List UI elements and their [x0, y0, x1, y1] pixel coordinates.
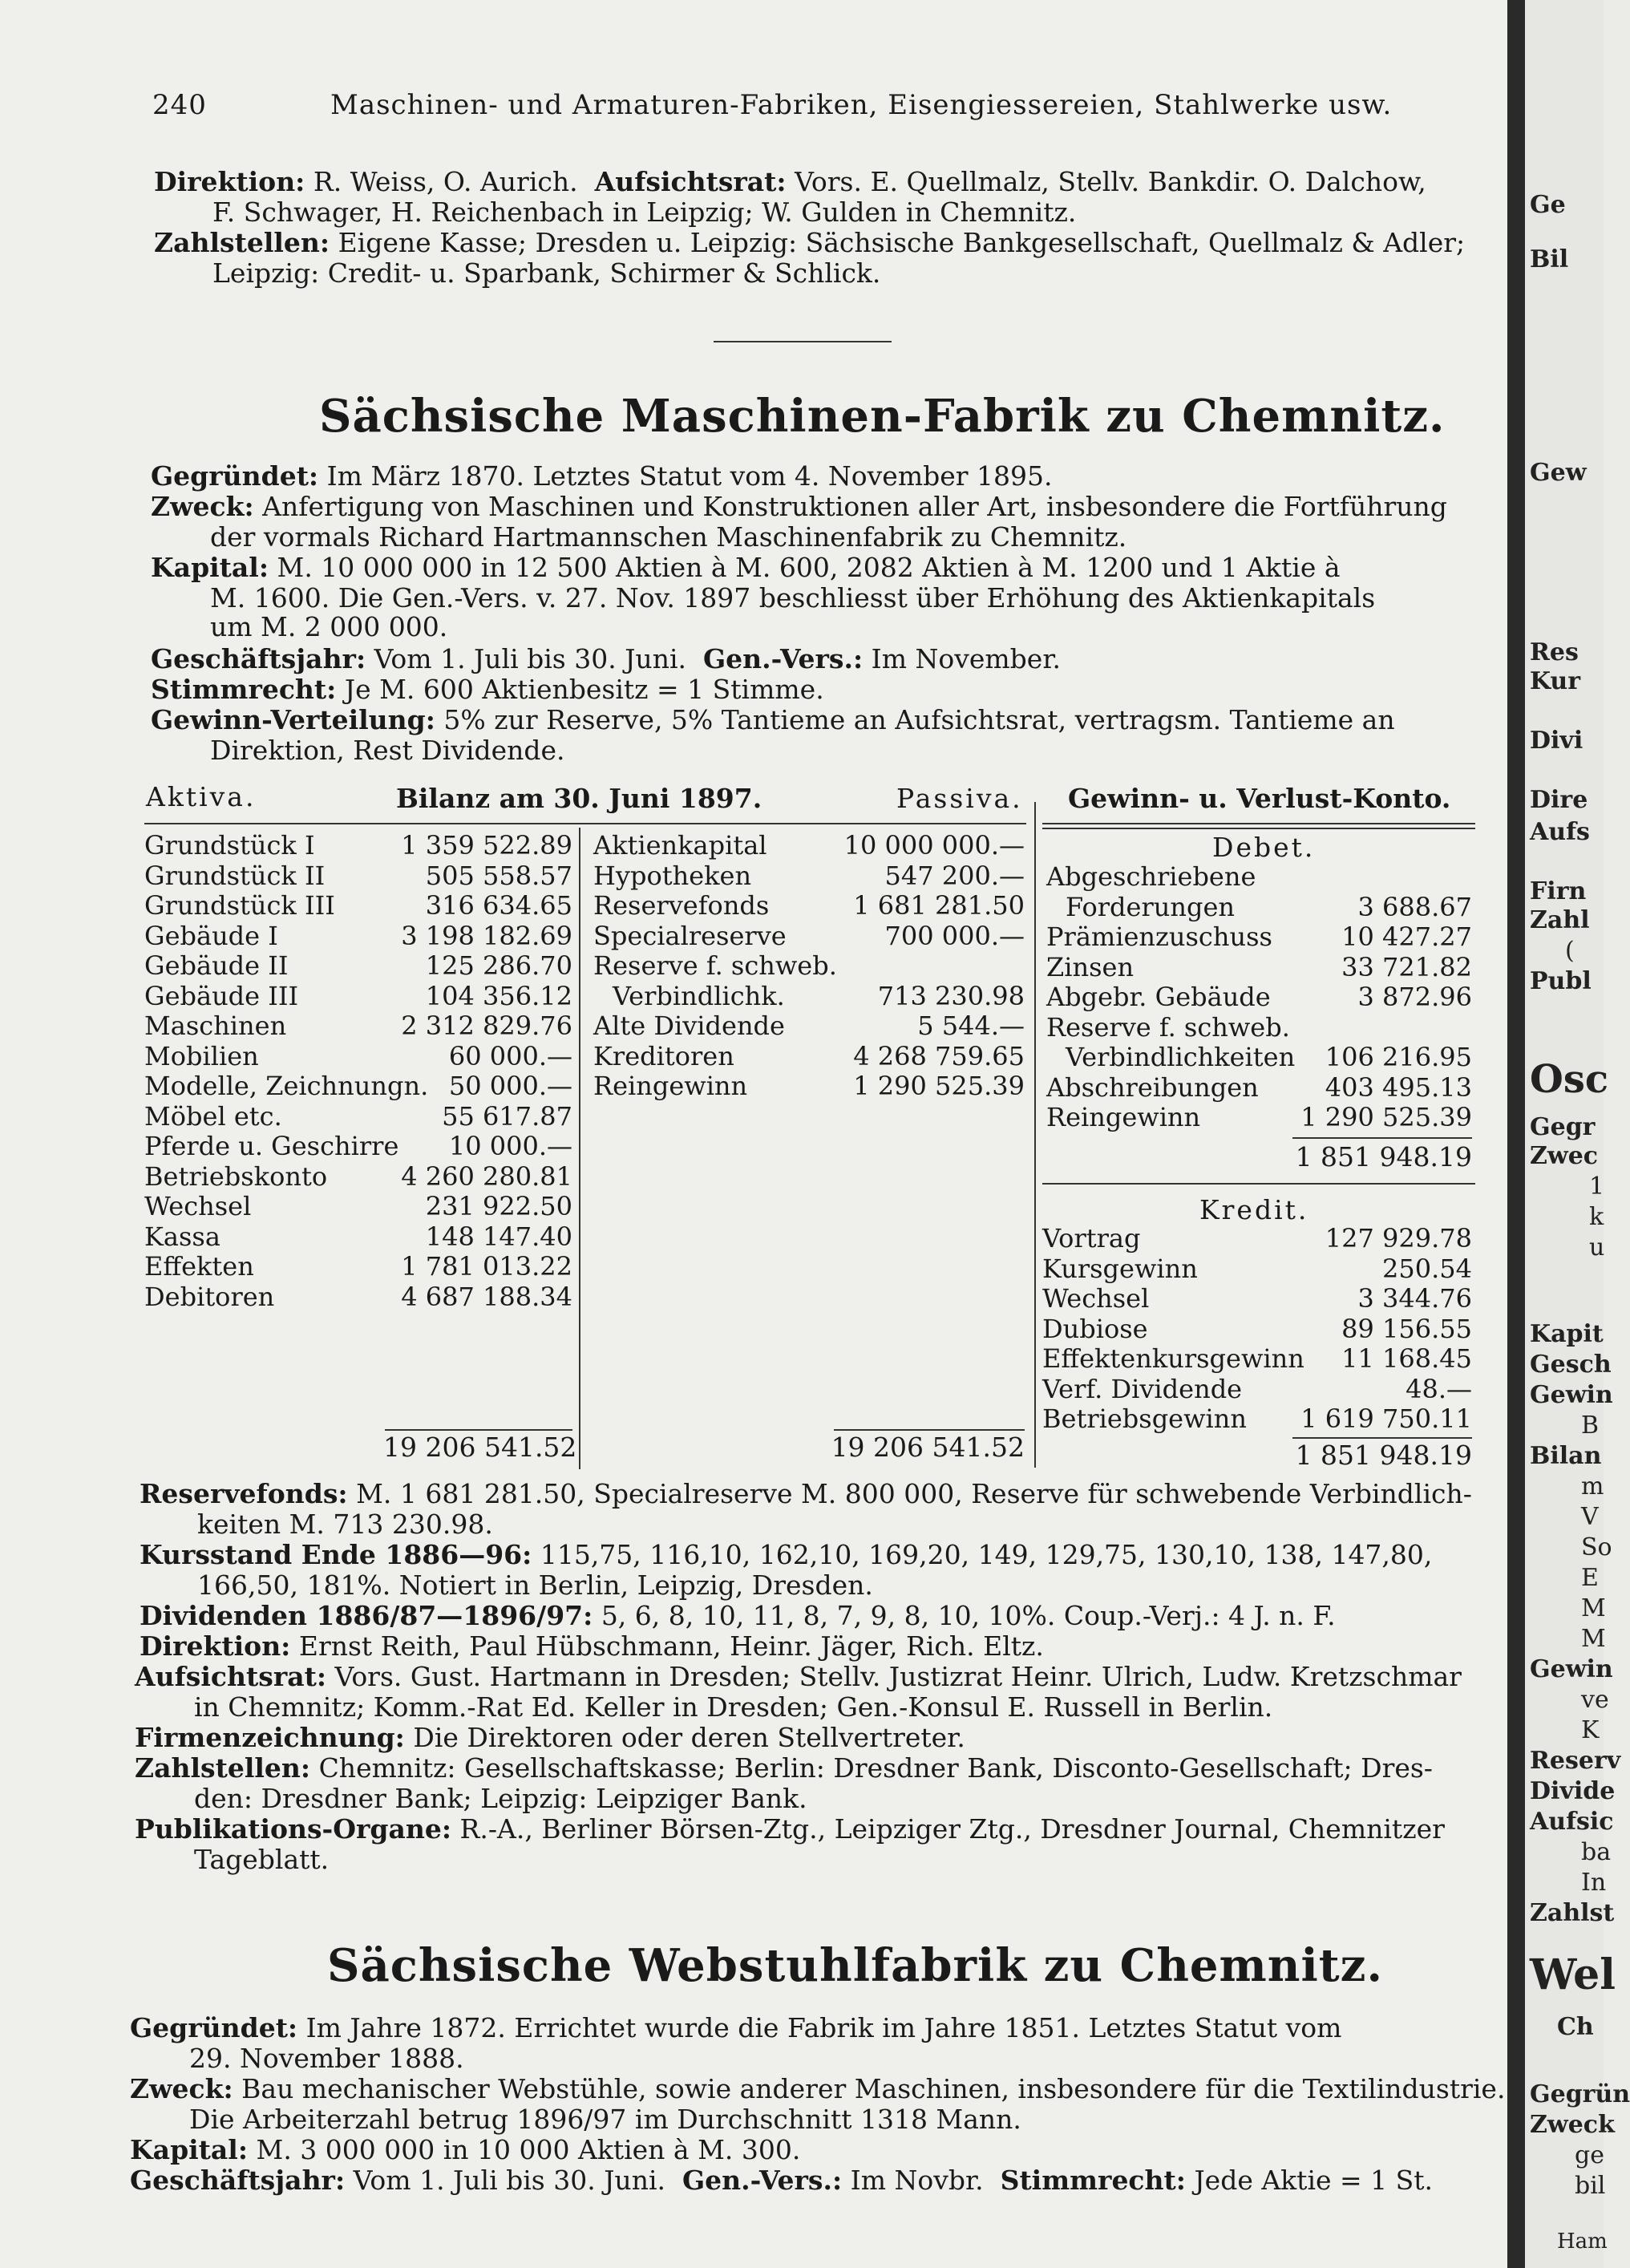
kredit-item: Wechsel	[1042, 1283, 1150, 1314]
aktiva-value: 104 356.12	[425, 980, 572, 1011]
c1-label-kapital: Kapital:	[151, 552, 269, 583]
adjacent-fragment: Divi	[1530, 727, 1583, 755]
debet-value: 3 688.67	[1357, 891, 1472, 922]
kredit-item: Vortrag	[1042, 1223, 1141, 1253]
kredit-values-column	[1283, 1224, 1472, 1435]
adjacent-fragment: M	[1581, 1625, 1606, 1653]
passiva-item: Alte Dividende	[593, 1010, 785, 1041]
adjacent-fragment: In	[1581, 1869, 1607, 1897]
c2-text-stimmrecht: Jede Aktie = 1 St.	[1194, 2165, 1434, 2196]
aktiva-value: 231 922.50	[425, 1191, 572, 1221]
debet-item: Prämienzuschuss	[1046, 921, 1272, 952]
aktiva-value: 148 147.40	[425, 1221, 572, 1252]
adjacent-fragment: Bilan	[1530, 1442, 1602, 1470]
adjacent-fragment: Aufs	[1530, 818, 1590, 846]
passiva-value: 10 000 000.—	[843, 830, 1025, 861]
c1-label-publikation: Publikations-Organe:	[135, 1813, 452, 1845]
debet-item: Abgebr. Gebäude	[1046, 982, 1271, 1012]
c1-label-reservefonds: Reservefonds:	[140, 1478, 348, 1509]
debet-value: 3 872.96	[1357, 982, 1472, 1012]
aktiva-value: 50 000.—	[448, 1071, 572, 1101]
adjacent-page-edge	[1525, 0, 1630, 2268]
c1-text-gegruendet: Im März 1870. Letztes Statut vom 4. November 1895.	[326, 460, 1053, 492]
kredit-item: Effektenkursgewinn	[1042, 1343, 1304, 1374]
c2-text-kapital: M. 3 000 000 in 10 000 Aktien à M. 300.	[256, 2134, 801, 2165]
c1-text-stimmrecht: Je M. 600 Aktienbesitz = 1 Stimme.	[344, 674, 824, 705]
aktiva-item: Kassa	[144, 1221, 220, 1252]
aktiva-value: 2 312 829.76	[401, 1010, 572, 1041]
c1-text-gewinn-cont: Direktion, Rest Dividende.	[210, 735, 565, 766]
aktiva-item: Möbel etc.	[144, 1100, 282, 1132]
adjacent-fragment: K	[1581, 1716, 1600, 1744]
kredit-value: 1 619 750.11	[1300, 1403, 1472, 1434]
text-zahlstellen-cont: Leipzig: Credit- u. Sparbank, Schirmer & Schlick.	[212, 257, 881, 289]
adjacent-fragment: ba	[1581, 1838, 1612, 1866]
bilanz-aktiva-label: Aktiva.	[146, 781, 257, 812]
passiva-total-rule	[834, 1429, 1025, 1431]
passiva-values-column	[831, 831, 1025, 1102]
passiva-value: 1 290 525.39	[853, 1071, 1025, 1101]
passiva-items-column	[593, 831, 858, 1102]
aktiva-value: 4 260 280.81	[401, 1160, 572, 1192]
adjacent-fragment: Firn	[1530, 877, 1587, 905]
c1-text-aufsichtsrat-cont: in Chemnitz; Komm.-Rat Ed. Keller in Dresden; Gen.-Konsul E. Russell in Berlin.	[194, 1691, 1273, 1723]
c2-text-genvers: Im Novbr.	[850, 2165, 984, 2196]
adjacent-fragment: Gesch	[1530, 1351, 1612, 1379]
c1-text-publikation: R.-A., Berliner Börsen-Ztg., Leipziger Ztg., Dresdner Journal, Chemnitzer	[459, 1813, 1445, 1845]
aktiva-item: Grundstück I	[144, 830, 315, 861]
c1-label-zahlstellen: Zahlstellen:	[135, 1752, 311, 1784]
c1-text-kapital-cont1: M. 1600. Die Gen.-Vers. v. 27. Nov. 1897 beschliesst über Erhöhung des Aktienkapitals	[210, 582, 1376, 614]
passiva-value: 713 230.98	[877, 980, 1025, 1011]
c1-text-kursstand: 115,75, 116,10, 162,10, 169,20, 149, 129,75, 130,10, 138, 147,80,	[540, 1539, 1433, 1570]
c1-text-genvers: Im November.	[871, 643, 1061, 674]
kredit-value: 3 344.76	[1357, 1283, 1472, 1314]
passiva-item: Specialreserve	[593, 920, 787, 951]
passiva-value: 547 200.—	[884, 860, 1025, 891]
aktiva-item: Gebäude I	[144, 920, 278, 951]
adjacent-fragment: Dire	[1530, 786, 1588, 814]
adjacent-fragment: Gew	[1530, 459, 1587, 487]
aktiva-value: 125 286.70	[425, 950, 572, 981]
adjacent-fragment: M	[1581, 1594, 1606, 1622]
aktiva-item: Pferde u. Geschirre	[144, 1131, 399, 1161]
adjacent-fragment: Gewin	[1530, 1655, 1613, 1683]
aktiva-item: Effekten	[144, 1251, 254, 1282]
adjacent-fragment: ge	[1575, 2141, 1604, 2169]
adjacent-fragment: Reserv	[1530, 1747, 1621, 1775]
kredit-total: 1 851 948.19	[1295, 1440, 1472, 1471]
adjacent-fragment: Gegr	[1530, 1113, 1596, 1141]
debet-value: 33 721.82	[1341, 951, 1472, 982]
guv-kredit-label: Kredit.	[1199, 1194, 1309, 1225]
adjacent-fragment: u	[1589, 1233, 1605, 1262]
passiva-value	[831, 951, 1025, 982]
adjacent-fragment: (	[1565, 937, 1575, 965]
adjacent-fragment: Ch	[1557, 2013, 1594, 2041]
debet-values-column	[1283, 862, 1472, 1133]
debet-item: Abschreibungen	[1046, 1071, 1259, 1103]
adjacent-fragment: Zwec	[1530, 1142, 1599, 1170]
guv-rule-top	[1042, 823, 1475, 824]
debet-item: Abgeschriebene	[1046, 861, 1256, 892]
aktiva-item: Maschinen	[144, 1010, 287, 1041]
adjacent-fragment: Zahlst	[1530, 1899, 1615, 1927]
aktiva-item: Mobilien	[144, 1040, 259, 1071]
c1-text-dividenden: 5, 6, 8, 10, 11, 8, 7, 9, 8, 10, 10%. Coup.-Verj.: 4 J. n. F.	[601, 1600, 1336, 1631]
c2-text-gegruendet-cont: 29. November 1888.	[189, 2043, 464, 2074]
passiva-item: Aktienkapital	[593, 830, 767, 861]
adjacent-fragment: k	[1589, 1203, 1604, 1231]
debet-value	[1283, 862, 1472, 893]
company1-title: Sächsische Maschinen-Fabrik zu Chemnitz.	[319, 390, 1446, 443]
label-aufsichtsrat: Aufsichtsrat:	[594, 166, 787, 197]
kredit-value: 250.54	[1382, 1253, 1472, 1284]
c2-text-gegruendet: Im Jahre 1872. Errichtet wurde die Fabrik im Jahre 1851. Letztes Statut vom	[305, 2012, 1342, 2043]
c1-label-firmenzeichnung: Firmenzeichnung:	[135, 1722, 405, 1753]
c1-text-zweck: Anfertigung von Maschinen und Konstruktionen aller Art, insbesondere die Fortführung	[262, 491, 1447, 522]
kredit-item: Betriebsgewinn	[1042, 1403, 1247, 1434]
adjacent-fragment: Ge	[1530, 191, 1566, 219]
company2-title: Sächsische Webstuhlfabrik zu Chemnitz.	[327, 1939, 1383, 1992]
c2-label-zweck: Zweck:	[130, 2073, 233, 2104]
debet-value: 403 495.13	[1325, 1071, 1472, 1103]
aktiva-value: 4 687 188.34	[401, 1281, 572, 1312]
kredit-value: 48.—	[1406, 1373, 1472, 1404]
aktiva-item: Grundstück III	[144, 890, 335, 921]
c1-label-geschaeftsjahr: Geschäftsjahr:	[151, 643, 366, 674]
c1-text-zahlstellen-cont: den: Dresdner Bank; Leipzig: Leipziger Bank.	[194, 1783, 807, 1814]
bilanz-title: Bilanz am 30. Juni 1897.	[396, 783, 762, 814]
debet-item: Zinsen	[1046, 951, 1135, 982]
aktiva-value: 60 000.—	[448, 1040, 572, 1071]
text-aufsichtsrat-cont: F. Schwager, H. Reichenbach in Leipzig; W. Gulden in Chemnitz.	[212, 196, 1077, 228]
passiva-item: Hypotheken	[593, 860, 752, 891]
c1-text-publikation-cont: Tageblatt.	[194, 1844, 330, 1875]
adjacent-fragment: So	[1581, 1533, 1612, 1561]
adjacent-fragment: Kur	[1530, 667, 1581, 695]
c2-label-gegruendet: Gegründet:	[130, 2012, 298, 2043]
c1-text-kursstand-cont: 166,50, 181%. Notiert in Berlin, Leipzig, Dresden.	[197, 1569, 873, 1601]
c1-label-kursstand: Kursstand Ende 1886—96:	[140, 1539, 532, 1570]
passiva-value: 5 544.—	[917, 1010, 1025, 1041]
aktiva-item: Debitoren	[144, 1281, 275, 1312]
debet-value	[1283, 1013, 1472, 1043]
c1-label-aufsichtsrat: Aufsichtsrat:	[135, 1661, 327, 1692]
adjacent-fragment: ve	[1581, 1686, 1609, 1714]
aktiva-item: Betriebskonto	[144, 1160, 328, 1192]
c2-text-zweck-cont: Die Arbeiterzahl betrug 1896/97 im Durchschnitt 1318 Mann.	[189, 2104, 1021, 2135]
debet-item: Reserve f. schweb.	[1046, 1011, 1290, 1043]
adjacent-fragment: 1	[1589, 1172, 1605, 1201]
debet-total-rule	[1292, 1137, 1472, 1139]
debet-item: Reingewinn	[1046, 1102, 1201, 1132]
book-gutter	[1507, 0, 1525, 2268]
adjacent-fragment: E	[1581, 1564, 1599, 1592]
guv-debet-label: Debet.	[1212, 832, 1316, 863]
guv-divider	[1042, 1183, 1475, 1185]
c1-text-geschaeftsjahr: Vom 1. Juli bis 30. Juni.	[374, 643, 686, 674]
c2-label-genvers: Gen.-Vers.:	[682, 2165, 843, 2196]
adjacent-fragment: Publ	[1530, 967, 1592, 995]
adjacent-fragment: Ham	[1557, 2230, 1608, 2254]
passiva-value: 700 000.—	[884, 920, 1025, 951]
label-zahlstellen: Zahlstellen:	[154, 227, 330, 258]
text-aufsichtsrat: Vors. E. Quellmalz, Stellv. Bankdir. O. Dalchow,	[795, 166, 1426, 197]
kredit-item: Kursgewinn	[1042, 1253, 1198, 1284]
aktiva-total: 19 206 541.52	[383, 1432, 577, 1463]
debet-value: 106 216.95	[1325, 1042, 1472, 1072]
c1-text-reservefonds: M. 1 681 281.50, Specialreserve M. 800 000, Reserve für schwebende Verbindlich-	[356, 1478, 1472, 1509]
c1-label-gewinn: Gewinn-Verteilung:	[151, 704, 435, 735]
section-separator	[714, 341, 892, 342]
adjacent-fragment: Zweck	[1530, 2111, 1615, 2139]
c2-label-kapital: Kapital:	[130, 2134, 249, 2165]
aktiva-item: Wechsel	[144, 1191, 252, 1221]
aktiva-value: 1 781 013.22	[401, 1251, 572, 1282]
aktiva-item: Grundstück II	[144, 860, 326, 891]
aktiva-value: 316 634.65	[425, 890, 572, 921]
kredit-item: Dubiose	[1042, 1313, 1148, 1344]
debet-item: Verbindlichkeiten	[1066, 1042, 1296, 1072]
adjacent-fragment: Kapit	[1530, 1320, 1604, 1348]
aktiva-item: Gebäude III	[144, 980, 299, 1011]
aktiva-values-column	[383, 831, 572, 1312]
aktiva-items-column	[144, 830, 429, 1312]
kredit-item: Verf. Dividende	[1042, 1373, 1243, 1404]
passiva-value: 1 681 281.50	[853, 890, 1025, 921]
table-rule-top	[144, 823, 1026, 824]
c1-label-gegruendet: Gegründet:	[151, 460, 319, 492]
adjacent-fragment: B	[1581, 1411, 1600, 1440]
c1-label-dividenden: Dividenden 1886/87—1896/97:	[140, 1600, 593, 1631]
kredit-value: 127 929.78	[1325, 1223, 1472, 1253]
c1-label-genvers: Gen.-Vers.:	[702, 643, 864, 674]
c1-label-zweck: Zweck:	[151, 491, 254, 522]
passiva-value: 4 268 759.65	[853, 1040, 1025, 1071]
debet-value: 1 290 525.39	[1300, 1102, 1472, 1132]
c1-text-zahlstellen: Chemnitz: Gesellschaftskasse; Berlin: Dresdner Bank, Disconto-Gesellschaft; Dres-	[318, 1752, 1433, 1784]
adjacent-fragment: Gewin	[1530, 1381, 1613, 1409]
bilanz-passiva-label: Passiva.	[896, 783, 1023, 814]
kredit-value: 11 168.45	[1341, 1343, 1472, 1374]
guv-rule-top2	[1042, 828, 1475, 829]
aktiva-value: 55 617.87	[442, 1100, 572, 1132]
c2-text-zweck: Bau mechanischer Webstühle, sowie anderer Maschinen, insbesondere für die Textilindustrie.	[241, 2073, 1506, 2104]
aktiva-value: 505 558.57	[425, 860, 572, 891]
adjacent-fragment: Wel	[1530, 1950, 1616, 1999]
aktiva-item: Modelle, Zeichnungn.	[144, 1071, 429, 1101]
adjacent-fragment: Zahl	[1530, 906, 1590, 934]
kredit-total-rule	[1292, 1437, 1472, 1439]
debet-value: 10 427.27	[1341, 921, 1472, 952]
aktiva-total-rule	[385, 1429, 572, 1431]
passiva-total: 19 206 541.52	[831, 1432, 1025, 1463]
adjacent-fragment: bil	[1575, 2172, 1606, 2200]
label-direktion: Direktion:	[154, 166, 305, 197]
c1-text-zweck-cont: der vormals Richard Hartmannschen Maschinenfabrik zu Chemnitz.	[210, 521, 1127, 553]
page-number: 240	[152, 89, 207, 121]
adjacent-fragment: Aufsic	[1530, 1808, 1614, 1836]
debet-total: 1 851 948.19	[1295, 1141, 1472, 1172]
kredit-value: 89 156.55	[1341, 1313, 1472, 1344]
adjacent-fragment: m	[1581, 1472, 1604, 1501]
passiva-item: Reingewinn	[593, 1071, 748, 1101]
passiva-item: Verbindlichk.	[613, 980, 785, 1011]
c1-text-firmenzeichnung: Die Direktoren oder deren Stellvertreter.	[413, 1722, 965, 1753]
c1-text-kapital-cont2: um M. 2 000 000.	[210, 611, 448, 642]
rule-aktiva-passiva	[579, 828, 580, 1469]
text-zahlstellen: Eigene Kasse; Dresden u. Leipzig: Sächsische Bankgesellschaft, Quellmalz & Adler;	[338, 227, 1466, 258]
adjacent-fragment: V	[1581, 1503, 1599, 1531]
c1-text-direktion: Ernst Reith, Paul Hübschmann, Heinr. Jäger, Rich. Eltz.	[298, 1630, 1044, 1662]
passiva-item: Reservefonds	[593, 890, 770, 921]
running-title: Maschinen- und Armaturen-Fabriken, Eisengiessereien, Stahlwerke usw.	[330, 89, 1393, 121]
aktiva-value: 10 000.—	[448, 1131, 572, 1161]
adjacent-fragment: Osc	[1530, 1057, 1609, 1102]
c2-text-geschaeftsjahr: Vom 1. Juli bis 30. Juni.	[353, 2165, 665, 2196]
passiva-item: Kreditoren	[593, 1040, 734, 1071]
aktiva-item: Gebäude II	[144, 950, 289, 981]
c1-label-direktion: Direktion:	[140, 1630, 291, 1662]
debet-item: Forderungen	[1066, 891, 1235, 922]
text-direktion: R. Weiss, O. Aurich.	[313, 166, 578, 197]
c1-text-aufsichtsrat: Vors. Gust. Hartmann in Dresden; Stellv. Justizrat Heinr. Ulrich, Ludw. Kretzschmar	[334, 1661, 1462, 1692]
aktiva-value: 3 198 182.69	[401, 920, 572, 951]
c2-label-stimmrecht: Stimmrecht:	[1000, 2165, 1186, 2196]
c1-text-gewinn: 5% zur Reserve, 5% Tantieme an Aufsichtsrat, vertragsm. Tantieme an	[443, 704, 1395, 735]
c1-label-stimmrecht: Stimmrecht:	[151, 674, 337, 705]
adjacent-fragment: Gegrün	[1530, 2080, 1630, 2108]
adjacent-fragment: Divide	[1530, 1777, 1616, 1805]
passiva-item: Reserve f. schweb.	[593, 950, 837, 981]
c1-text-kapital: M. 10 000 000 in 12 500 Aktien à M. 600, 2082 Aktien à M. 1200 und 1 Aktie à	[277, 552, 1341, 583]
rule-passiva-guv	[1034, 802, 1036, 1468]
adjacent-fragment: Res	[1530, 638, 1579, 666]
adjacent-fragment: Bil	[1530, 245, 1569, 273]
aktiva-value: 1 359 522.89	[401, 830, 572, 861]
guv-title: Gewinn- u. Verlust-Konto.	[1068, 783, 1451, 814]
c2-label-geschaeftsjahr: Geschäftsjahr:	[130, 2165, 346, 2196]
c1-text-reservefonds-cont: keiten M. 713 230.98.	[197, 1509, 493, 1540]
